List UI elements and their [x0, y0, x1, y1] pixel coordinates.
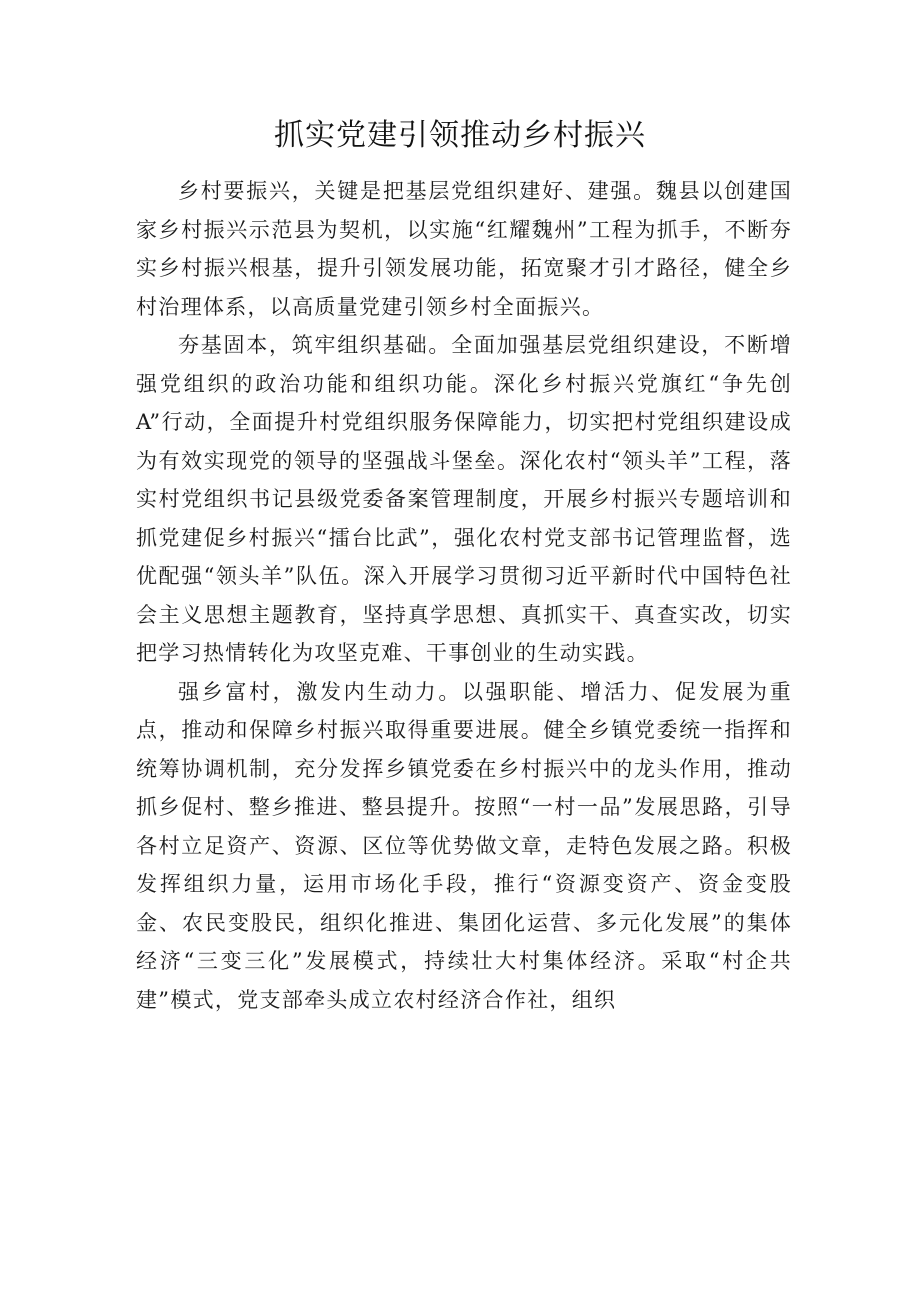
paragraph-2: 夯基固本，筑牢组织基础。全面加强基层党组织建设，不断增强党组织的政治功能和组织功能。深化乡村振兴党旗红“争先创A”行动，全面提升村党组织服务保障能力，切实把村党组织建设成为有效实现党的领导的坚强战斗堡垒。深化农村“领头羊”工程，落实村党组织书记县级党委备案管理制度，开展乡村振兴专题培训和抓党建促乡村振兴“擂台比武”，强化农村党支部书记管理监督，选优配强“领头羊”队伍。深入开展学习贯彻习近平新时代中国特色社会主义思想主题教育，坚持真学思想、真抓实干、真查实改，切实把学习热情转化为攻坚克难、干事创业的生动实践。: [136, 333, 792, 665]
paragraph-3: 强乡富村，激发内生动力。以强职能、增活力、促发展为重点，推动和保障乡村振兴取得重要进展。健全乡镇党委统一指挥和统筹协调机制，充分发挥乡镇党委在乡村振兴中的龙头作用，推动抓乡促村、整乡推进、整县提升。按照“一村一品”发展思路，引导各村立足资产、资源、区位等优势做文章，走特色发展之路。积极发挥组织力量，运用市场化手段，推行“资源变资产、资金变股金、农民变股民，组织化推进、集团化运营、多元化发展”的集体经济“三变三化”发展模式，持续壮大村集体经济。采取“村企共建”模式，党支部牵头成立农村经济合作社，组织: [136, 679, 792, 1012]
document-title: 抓实党建引领推动乡村振兴: [274, 118, 646, 153]
paragraph-1: 乡村要振兴，关键是把基层党组织建好、建强。魏县以创建国家乡村振兴示范县为契机，以实施“红耀魏州”工程为抓手，不断夯实乡村振兴根基，提升引领发展功能，拓宽聚才引才路径，健全乡村治理体系，以高质量党建引领乡村全面振兴。: [136, 179, 792, 319]
document-body: [136, 172, 792, 1019]
